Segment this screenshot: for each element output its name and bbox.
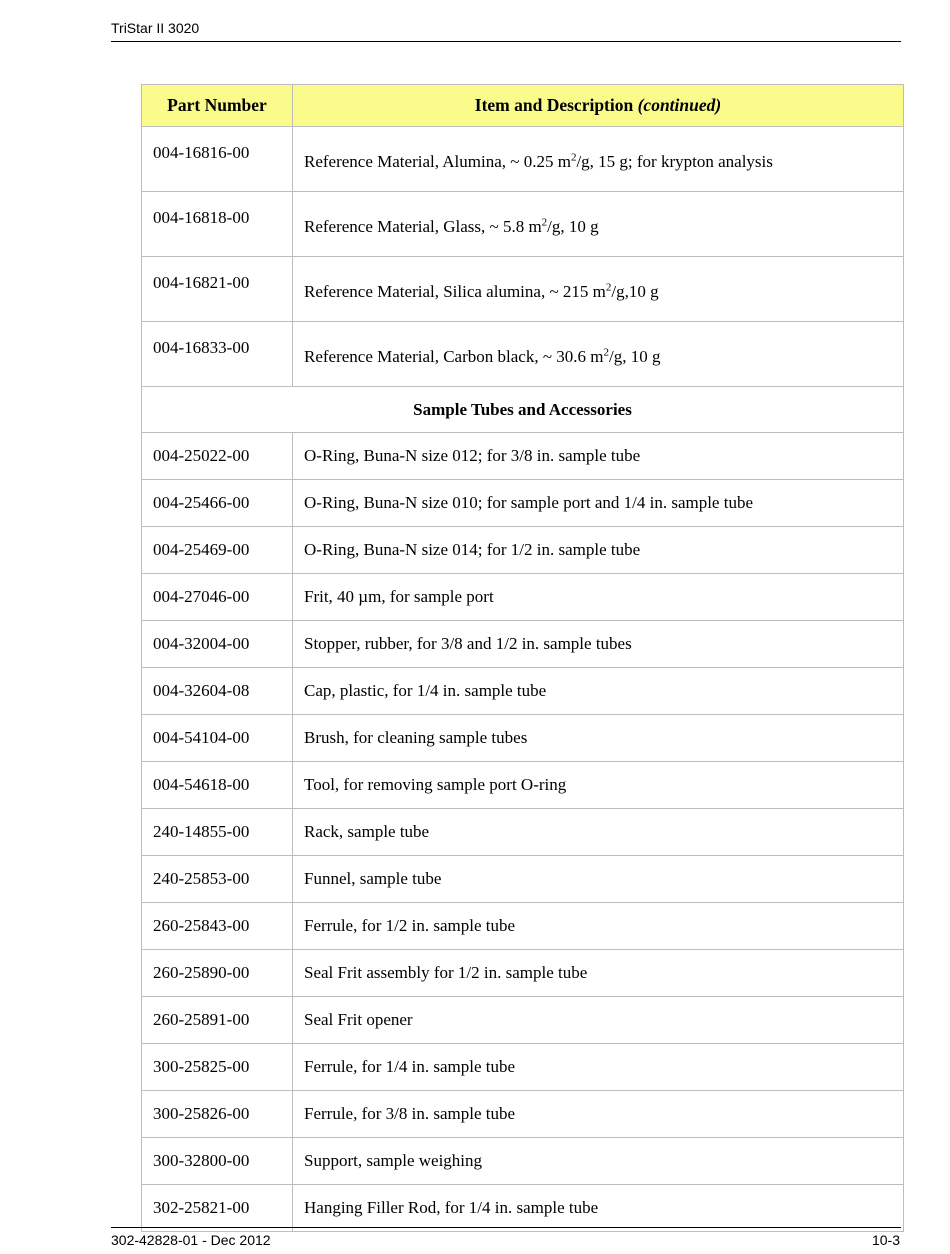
table-row xyxy=(142,127,904,192)
part-number-cell: 302-25821-00 xyxy=(142,1185,293,1232)
description-text-end: /g, 15 g; for krypton analysis xyxy=(576,152,773,171)
description-text: Reference Material, Alumina, ~ 0.25 m xyxy=(304,152,571,171)
description-text: Reference Material, Glass, ~ 5.8 m xyxy=(304,217,542,236)
description-cell: Tool, for removing sample port O-ring xyxy=(293,762,904,809)
description-cell: O-Ring, Buna-N size 012; for 3/8 in. sample tube xyxy=(293,433,904,480)
section-title: Sample Tubes and Accessories xyxy=(142,387,904,433)
description-cell: Brush, for cleaning sample tubes xyxy=(293,715,904,762)
part-number-cell: 260-25891-00 xyxy=(142,997,293,1044)
description-cell: Seal Frit opener xyxy=(293,997,904,1044)
column-header-item-description xyxy=(293,85,904,127)
part-number-cell: 260-25890-00 xyxy=(142,950,293,997)
description-cell: Support, sample weighing xyxy=(293,1138,904,1185)
column-header-part-number-label: Part Number xyxy=(167,95,267,115)
description-cell: Cap, plastic, for 1/4 in. sample tube xyxy=(293,668,904,715)
description-text-end: /g, 10 g xyxy=(547,217,599,236)
table-body xyxy=(142,127,904,1232)
table-row xyxy=(142,433,904,480)
description-cell: Seal Frit assembly for 1/2 in. sample tube xyxy=(293,950,904,997)
description-cell xyxy=(293,322,904,387)
part-number-cell: 004-25466-00 xyxy=(142,480,293,527)
table-row xyxy=(142,1091,904,1138)
superscript-exponent: 2 xyxy=(541,216,548,229)
column-header-part-number xyxy=(142,85,293,127)
part-number-cell: 004-54104-00 xyxy=(142,715,293,762)
table-row xyxy=(142,1185,904,1232)
part-number-cell: 004-27046-00 xyxy=(142,574,293,621)
table-row xyxy=(142,257,904,322)
table-row xyxy=(142,574,904,621)
description-cell xyxy=(293,127,904,192)
part-number-cell: 004-25469-00 xyxy=(142,527,293,574)
footer-doc-number: 302-42828-01 - Dec 2012 xyxy=(111,1232,271,1248)
superscript-exponent: 2 xyxy=(605,281,612,294)
part-number-cell: 240-14855-00 xyxy=(142,809,293,856)
table-row xyxy=(142,903,904,950)
parts-table xyxy=(141,84,904,1232)
footer-page-number: 10-3 xyxy=(871,1232,900,1248)
part-number-cell: 004-16816-00 xyxy=(142,127,293,192)
description-cell: Stopper, rubber, for 3/8 and 1/2 in. sample tubes xyxy=(293,621,904,668)
table-row xyxy=(142,715,904,762)
part-number-cell: 300-25826-00 xyxy=(142,1091,293,1138)
part-number-cell: 004-32604-08 xyxy=(142,668,293,715)
table-row xyxy=(142,621,904,668)
table-header-row xyxy=(142,85,904,127)
table-row xyxy=(142,1044,904,1091)
description-cell: Frit, 40 µm, for sample port xyxy=(293,574,904,621)
description-text-end: /g,10 g xyxy=(611,282,659,301)
description-cell: Hanging Filler Rod, for 1/4 in. sample tube xyxy=(293,1185,904,1232)
part-number-cell: 300-25825-00 xyxy=(142,1044,293,1091)
header-rule xyxy=(111,41,901,42)
table-row xyxy=(142,668,904,715)
description-cell xyxy=(293,192,904,257)
superscript-exponent: 2 xyxy=(603,346,610,359)
part-number-cell: 260-25843-00 xyxy=(142,903,293,950)
description-cell: Funnel, sample tube xyxy=(293,856,904,903)
part-number-cell: 004-25022-00 xyxy=(142,433,293,480)
description-cell: O-Ring, Buna-N size 010; for sample port and 1/4 in. sample tube xyxy=(293,480,904,527)
section-row xyxy=(142,387,904,433)
part-number-cell: 004-16818-00 xyxy=(142,192,293,257)
running-header-title: TriStar II 3020 xyxy=(111,20,200,36)
description-cell: O-Ring, Buna-N size 014; for 1/2 in. sample tube xyxy=(293,527,904,574)
description-cell: Ferrule, for 1/4 in. sample tube xyxy=(293,1044,904,1091)
table-row xyxy=(142,322,904,387)
column-header-continued-label: (continued) xyxy=(637,95,722,115)
table-row xyxy=(142,480,904,527)
part-number-cell: 004-16833-00 xyxy=(142,322,293,387)
part-number-cell: 240-25853-00 xyxy=(142,856,293,903)
description-text: Reference Material, Silica alumina, ~ 215 m xyxy=(304,282,606,301)
table-row xyxy=(142,527,904,574)
description-text: Reference Material, Carbon black, ~ 30.6 m xyxy=(304,347,604,366)
table-row xyxy=(142,762,904,809)
part-number-cell: 300-32800-00 xyxy=(142,1138,293,1185)
description-cell: Ferrule, for 1/2 in. sample tube xyxy=(293,903,904,950)
table-row xyxy=(142,1138,904,1185)
part-number-cell: 004-32004-00 xyxy=(142,621,293,668)
superscript-exponent: 2 xyxy=(570,151,577,164)
description-text-end: /g, 10 g xyxy=(609,347,661,366)
table-row xyxy=(142,192,904,257)
description-cell: Rack, sample tube xyxy=(293,809,904,856)
footer-rule xyxy=(111,1227,901,1228)
column-header-item-label: Item and Description xyxy=(474,95,634,115)
part-number-cell: 004-54618-00 xyxy=(142,762,293,809)
part-number-cell: 004-16821-00 xyxy=(142,257,293,322)
table-row xyxy=(142,856,904,903)
table-row xyxy=(142,809,904,856)
description-cell: Ferrule, for 3/8 in. sample tube xyxy=(293,1091,904,1138)
description-cell xyxy=(293,257,904,322)
table-row xyxy=(142,950,904,997)
table-row xyxy=(142,997,904,1044)
